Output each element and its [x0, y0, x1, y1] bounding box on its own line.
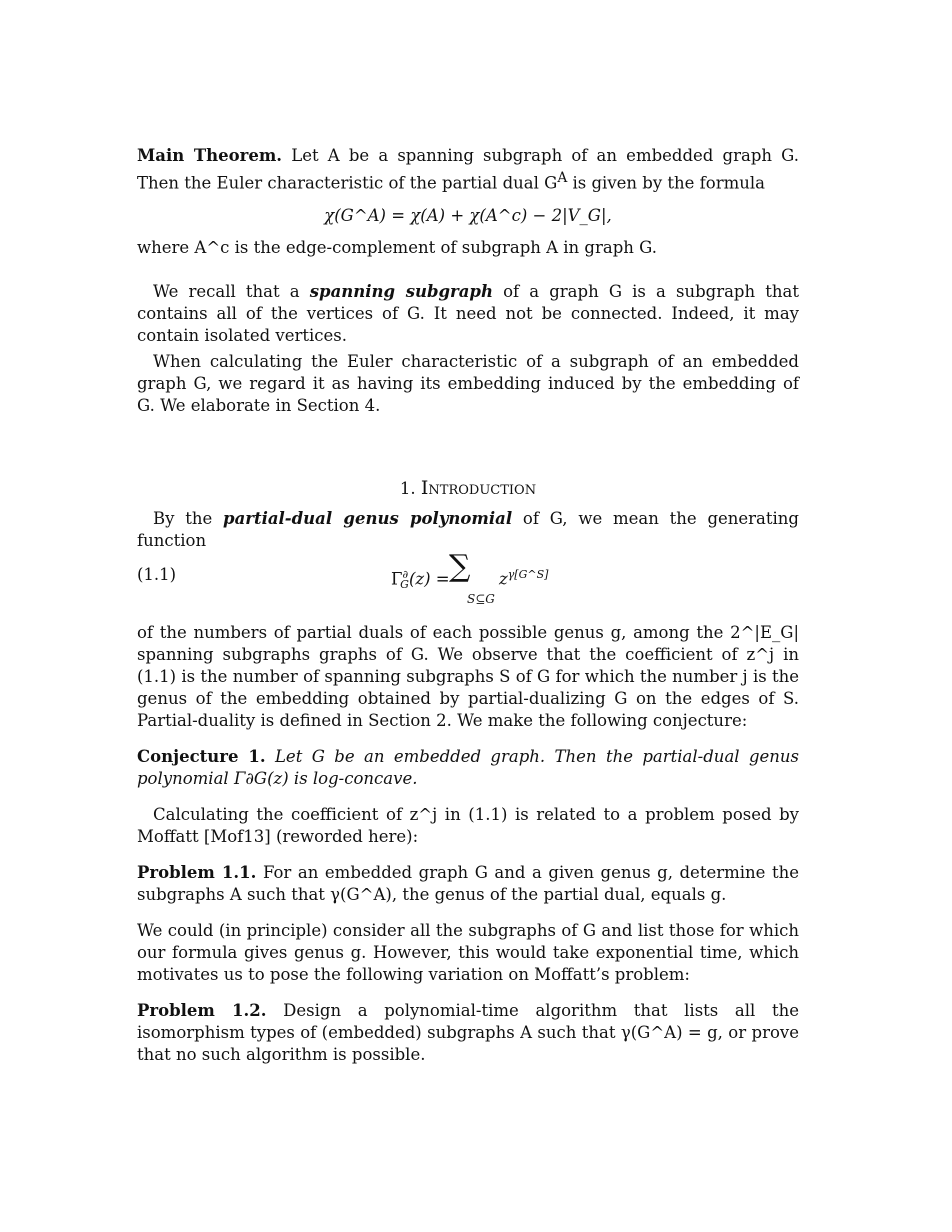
euler-formula: χ(G^A) = χ(A) + χ(A^c) − 2|V_G|, — [324, 205, 612, 225]
para1-before: We recall that a — [153, 281, 310, 301]
conjecture-label: Conjecture 1. — [137, 746, 266, 766]
problem-1-2 — [137, 1000, 799, 1066]
intro-before: By the — [153, 508, 224, 528]
moffatt-paragraph: Calculating the coefficient of z^j in (1.1) is related to a problem posed by Moffatt [Mof13] (reworded here): — [137, 804, 799, 846]
lhs-argument: (z) = — [408, 569, 450, 588]
equation-lhs — [391, 564, 450, 597]
equation-1-1 — [137, 548, 799, 614]
conjecture-text: Let G be an embedded graph. Then the partial-dual genus polynomial Γ∂G(z) is log-concave. — [137, 746, 799, 788]
main-theorem-text: Let A be a spanning subgraph of an embedded graph G. Then the Euler characteristic of the partial dual G — [137, 146, 800, 193]
problem-1-1-label: Problem 1.1. — [137, 862, 257, 882]
section-heading — [137, 477, 799, 500]
main-theorem — [137, 145, 799, 195]
para1-after: of a graph G is a subgraph that contains all of the vertices of G. It need not be connected. Indeed, it may contain isolated vertices. — [137, 281, 799, 345]
gamma-symbol: Γ — [391, 569, 403, 588]
main-theorem-text-end: is given by the formula — [567, 173, 765, 193]
problem-1-1-text: For an embedded graph G and a given genus g, determine the subgraphs A such that γ(G^A), the genus of the partial dual, equals g. — [137, 862, 800, 904]
intro-after: of G, we mean the generating function — [137, 508, 799, 550]
section-title: Introduction — [420, 476, 537, 499]
spanning-subgraph-term: spanning subgraph — [309, 281, 493, 301]
problem-1-2-text: Design a polynomial-time algorithm that lists all the isomorphism types of (embedded) subgraphs A such that γ(G^A) = g, or prove that no such algorithm is possible. — [137, 1000, 799, 1064]
partial-dual-genus-term: partial-dual genus polynomial — [223, 508, 513, 528]
partial-symbol: ∂ — [402, 567, 409, 581]
summation-sign: ∑ — [449, 548, 471, 584]
main-theorem-sup: A — [557, 170, 568, 186]
intro-paragraph — [137, 508, 799, 552]
summation-index: S⊆G — [467, 591, 495, 606]
rhs-variable: z — [499, 569, 508, 588]
conjecture — [137, 746, 799, 790]
paper-page — [137, 145, 799, 1066]
equation-rhs — [499, 564, 548, 591]
main-theorem-label: Main Theorem. — [137, 146, 283, 165]
numbers-paragraph: of the numbers of partial duals of each possible genus g, among the 2^|E_G| spanning subgraphs graphs of G. We observe that the coefficient of z^j in (1.1) is the number of spanning subgraphs S of G for which the number j is the genus of the embedding obtained by partial-dualizing G on the edges of S. Partial-duality is defined in Section 2. We make the following conjecture: — [137, 622, 799, 730]
graph-subscript: G — [400, 578, 409, 592]
euler-characteristic-paragraph: When calculating the Euler characteristic of a subgraph of an embedded graph G, we regard it as having its embedding induced by the embedding of G. We elaborate in Section 4. — [137, 351, 799, 415]
spanning-subgraph-paragraph — [137, 281, 799, 347]
main-theorem-after: where A^c is the edge-complement of subgraph A in graph G. — [137, 237, 657, 257]
principle-paragraph: We could (in principle) consider all the subgraphs of G and list those for which our formula gives genus g. However, this would take exponential time, which motivates us to pose the following variation on Moffatt’s problem: — [137, 920, 799, 984]
section-number: 1. — [399, 478, 416, 498]
problem-1-1 — [137, 862, 799, 906]
rhs-exponent: γ[G^S] — [507, 567, 549, 581]
problem-1-2-label: Problem 1.2. — [137, 1000, 267, 1020]
equation-number: (1.1) — [137, 564, 177, 584]
